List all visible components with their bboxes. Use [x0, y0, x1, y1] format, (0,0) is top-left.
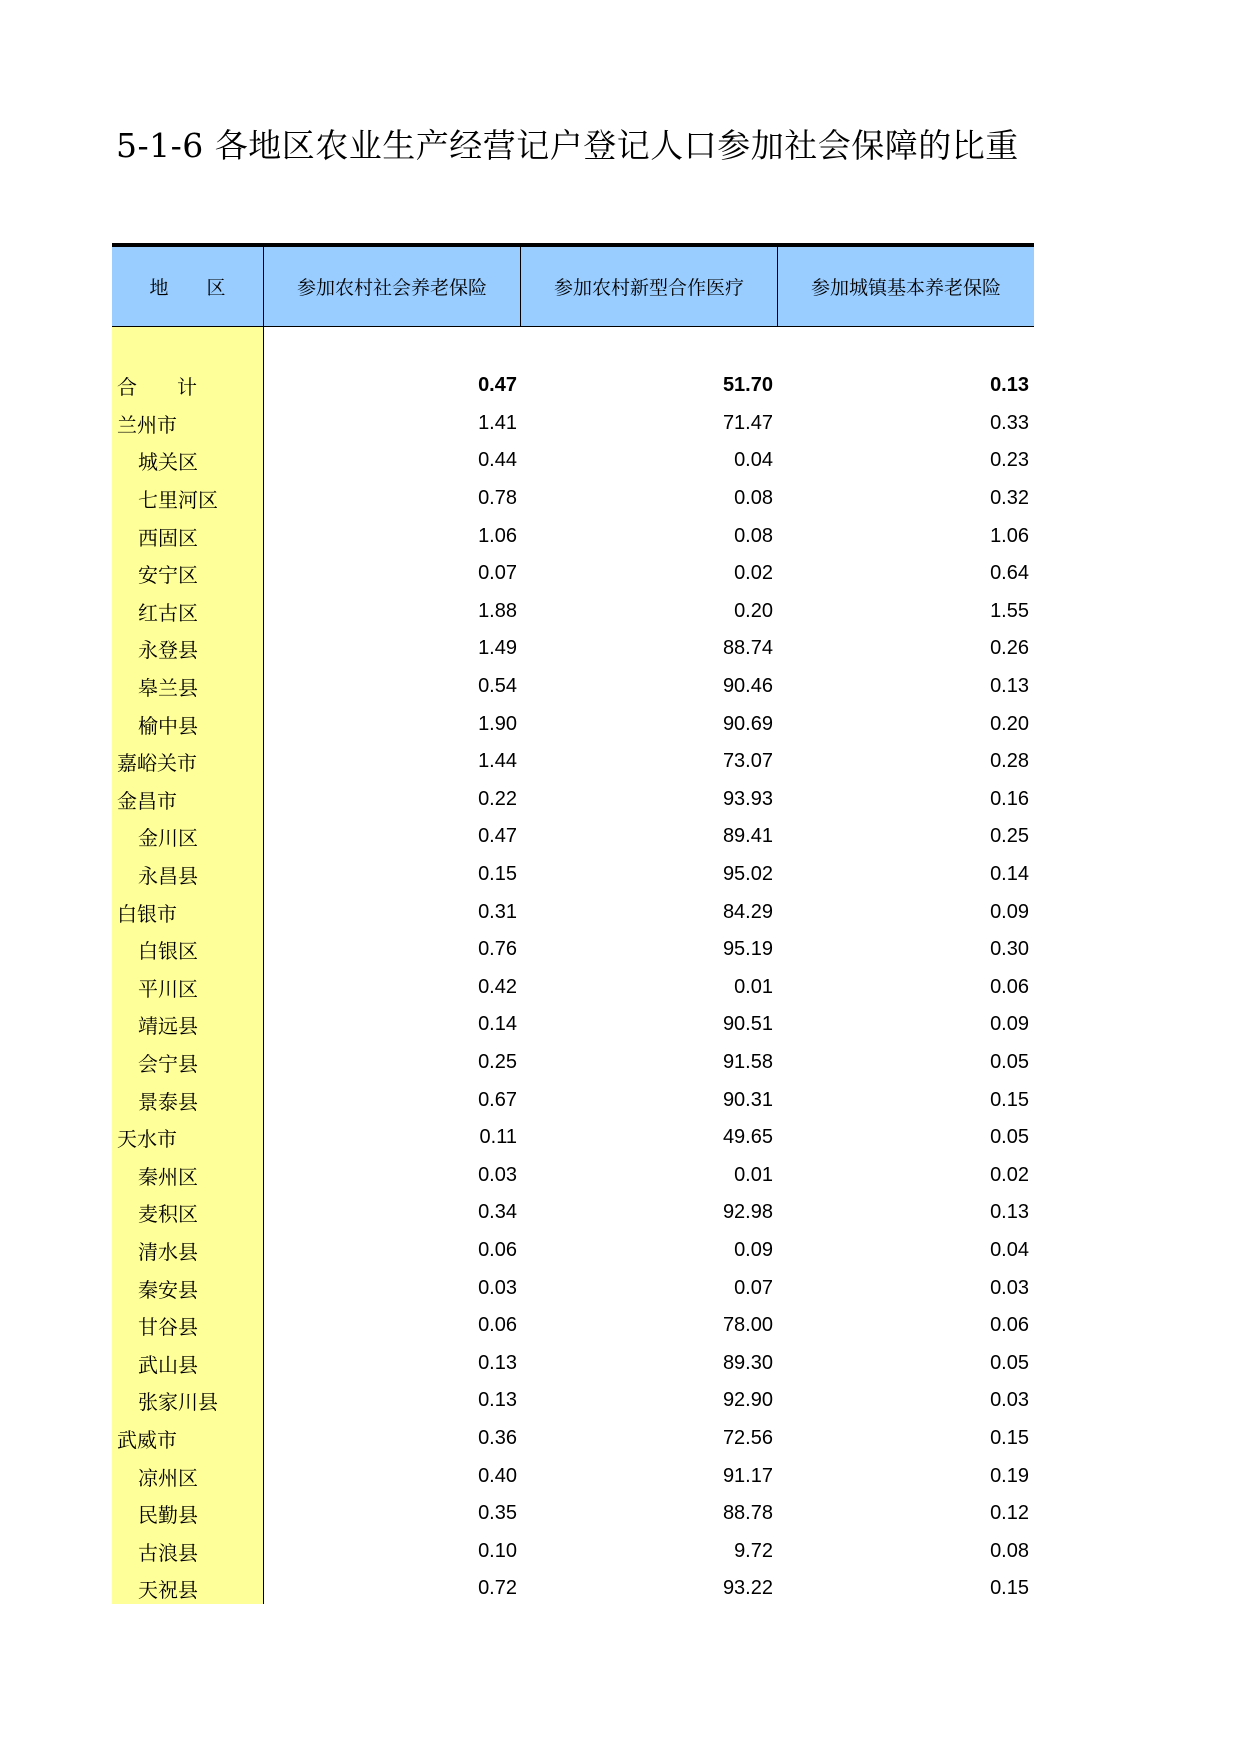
rural-pension-value: 0.31: [478, 900, 517, 923]
rural-medical-value: 90.69: [722, 712, 773, 735]
rural-medical-value: 72.56: [722, 1426, 773, 1449]
table-row: [112, 1344, 1034, 1382]
rural-pension-value: 1.90: [478, 712, 517, 735]
urban-pension-value: 0.05: [990, 1351, 1029, 1374]
rural-pension-value: 0.76: [478, 938, 517, 961]
rural-medical-value: 71.47: [722, 411, 773, 434]
region-name-cell: 白银区: [138, 939, 198, 964]
urban-pension-value: 0.16: [990, 787, 1029, 810]
rural-medical-value: 51.70: [722, 374, 773, 397]
urban-pension-value: 0.09: [990, 1013, 1029, 1036]
table-row: [112, 931, 1034, 969]
region-name-cell: 西固区: [138, 525, 198, 550]
rural-pension-value: 0.22: [478, 787, 517, 810]
rural-pension-value: 1.88: [478, 599, 517, 622]
rural-pension-value: 0.06: [478, 1314, 517, 1337]
region-name-cell: 凉州区: [138, 1465, 198, 1490]
rural-medical-value: 93.93: [722, 787, 773, 810]
region-name-cell: 秦安县: [138, 1277, 198, 1302]
header-rural-pension: 参加农村社会养老保险: [264, 247, 521, 326]
region-name-cell: 兰州市: [117, 412, 177, 437]
urban-pension-value: 0.08: [990, 1539, 1029, 1562]
rural-medical-value: 73.07: [722, 750, 773, 773]
rural-medical-value: 91.17: [722, 1464, 773, 1487]
region-name-cell: 嘉峪关市: [117, 751, 197, 776]
rural-pension-value: 1.44: [478, 750, 517, 773]
rural-medical-value: 78.00: [722, 1314, 773, 1337]
rural-pension-value: 0.07: [478, 562, 517, 585]
urban-pension-value: 0.06: [990, 975, 1029, 998]
urban-pension-value: 0.05: [990, 1050, 1029, 1073]
region-name-cell: 清水县: [138, 1239, 198, 1264]
rural-pension-value: 0.36: [478, 1426, 517, 1449]
region-name-cell: 合 计: [117, 375, 197, 400]
rural-pension-value: 0.11: [479, 1126, 517, 1149]
region-name-cell: 武山县: [138, 1352, 198, 1377]
table-row: [112, 969, 1034, 1007]
table-row: [112, 1232, 1034, 1270]
rural-medical-value: 0.07: [734, 1276, 773, 1299]
urban-pension-value: 0.64: [990, 562, 1029, 585]
urban-pension-value: 0.26: [990, 637, 1029, 660]
table-rows: [112, 327, 1034, 1608]
table-row: [112, 856, 1034, 894]
rural-pension-value: 0.40: [478, 1464, 517, 1487]
region-name-cell: 民勤县: [138, 1503, 198, 1528]
region-name-cell: 天祝县: [138, 1578, 198, 1603]
urban-pension-value: 0.03: [990, 1389, 1029, 1412]
header-region: [112, 247, 264, 326]
urban-pension-value: 0.05: [990, 1126, 1029, 1149]
rural-medical-value: 90.51: [722, 1013, 773, 1036]
rural-pension-value: 0.14: [478, 1013, 517, 1036]
region-name-cell: 天水市: [117, 1127, 177, 1152]
urban-pension-value: 0.04: [990, 1238, 1029, 1261]
rural-pension-value: 0.72: [478, 1577, 517, 1600]
rural-medical-value: 0.09: [734, 1238, 773, 1261]
region-name-cell: 金川区: [138, 826, 198, 851]
table-row: [112, 1307, 1034, 1345]
region-name-cell: 金昌市: [117, 788, 177, 813]
table-body: [112, 327, 1034, 1608]
rural-pension-value: 0.15: [478, 863, 517, 886]
table-row: [112, 442, 1034, 480]
rural-pension-value: 0.42: [478, 975, 517, 998]
table-row: [112, 1457, 1034, 1495]
urban-pension-value: 0.28: [990, 750, 1029, 773]
table-row: [112, 668, 1034, 706]
rural-medical-value: 89.41: [722, 825, 773, 848]
urban-pension-value: 0.13: [990, 1201, 1029, 1224]
data-table: [112, 243, 1034, 1608]
table-row: [112, 1570, 1034, 1608]
rural-pension-value: 0.44: [478, 449, 517, 472]
rural-medical-value: 89.30: [722, 1351, 773, 1374]
rural-pension-value: 0.47: [478, 374, 517, 397]
rural-pension-value: 0.67: [478, 1088, 517, 1111]
urban-pension-value: 0.30: [990, 938, 1029, 961]
table-row: [112, 1495, 1034, 1533]
table-row: [112, 1194, 1034, 1232]
region-name-cell: 皋兰县: [138, 676, 198, 701]
table-row: [112, 1119, 1034, 1157]
table-row: [112, 1382, 1034, 1420]
region-name-cell: 甘谷县: [138, 1315, 198, 1340]
rural-pension-value: 0.03: [478, 1276, 517, 1299]
table-row: [112, 367, 1034, 405]
urban-pension-value: 1.06: [990, 524, 1029, 547]
rural-medical-value: 9.72: [734, 1539, 773, 1562]
table-row: [112, 593, 1034, 631]
table-row: [112, 1156, 1034, 1194]
region-name-cell: 平川区: [138, 976, 198, 1001]
region-name-cell: 榆中县: [138, 713, 198, 738]
urban-pension-value: 0.13: [990, 675, 1029, 698]
header-urban-pension: 参加城镇基本养老保险: [810, 277, 1001, 299]
rural-medical-value: 95.19: [722, 938, 773, 961]
region-name-cell: 古浪县: [138, 1540, 198, 1565]
urban-pension-value: 0.14: [990, 863, 1029, 886]
rural-medical-value: 88.74: [722, 637, 773, 660]
urban-pension-value: 0.03: [990, 1276, 1029, 1299]
rural-medical-value: 0.01: [734, 975, 773, 998]
region-name-cell: 永登县: [138, 638, 198, 663]
urban-pension-value: 0.12: [990, 1502, 1029, 1525]
table-row: [112, 1006, 1034, 1044]
table-row: [112, 555, 1034, 593]
rural-medical-value: 0.01: [734, 1163, 773, 1186]
rural-pension-value: 0.03: [478, 1163, 517, 1186]
urban-pension-value: 0.06: [990, 1314, 1029, 1337]
region-name-cell: 七里河区: [138, 488, 218, 513]
region-name-cell: 麦积区: [138, 1202, 198, 1227]
region-name-cell: 张家川县: [138, 1390, 218, 1415]
rural-medical-value: 0.08: [734, 487, 773, 510]
table-row: [112, 781, 1034, 819]
rural-medical-value: 95.02: [722, 863, 773, 886]
table-row: [112, 405, 1034, 443]
table-row: [112, 1081, 1034, 1119]
urban-pension-value: 0.02: [990, 1163, 1029, 1186]
rural-medical-value: 90.31: [722, 1088, 773, 1111]
region-name-cell: 白银市: [117, 901, 177, 926]
rural-medical-value: 84.29: [722, 900, 773, 923]
rural-pension-value: 0.13: [478, 1389, 517, 1412]
rural-pension-value: 1.49: [478, 637, 517, 660]
region-name-cell: 景泰县: [138, 1089, 198, 1114]
region-name-cell: 永昌县: [138, 864, 198, 889]
region-name-cell: 靖远县: [138, 1014, 198, 1039]
rural-medical-value: 49.65: [722, 1126, 773, 1149]
region-name-cell: 安宁区: [138, 563, 198, 588]
rural-medical-value: 92.98: [722, 1201, 773, 1224]
rural-pension-value: 0.34: [478, 1201, 517, 1224]
table-header: [112, 243, 1034, 327]
table-row: [112, 1044, 1034, 1082]
table-row: [112, 630, 1034, 668]
urban-pension-value: 0.23: [990, 449, 1029, 472]
region-name-cell: 秦州区: [138, 1164, 198, 1189]
urban-pension-value: 0.15: [990, 1088, 1029, 1111]
urban-pension-value: 0.15: [990, 1577, 1029, 1600]
table-row: [112, 1532, 1034, 1570]
rural-medical-value: 92.90: [722, 1389, 773, 1412]
rural-medical-value: 0.02: [734, 562, 773, 585]
rural-medical-value: 90.46: [722, 675, 773, 698]
urban-pension-value: 0.33: [990, 411, 1029, 434]
rural-pension-value: 0.78: [478, 487, 517, 510]
urban-pension-value: 1.55: [990, 599, 1029, 622]
table-row: [112, 480, 1034, 518]
rural-medical-value: 93.22: [722, 1577, 773, 1600]
table-row: [112, 1269, 1034, 1307]
urban-pension-value: 0.32: [990, 487, 1029, 510]
table-row: [112, 893, 1034, 931]
rural-pension-value: 0.06: [478, 1238, 517, 1261]
rural-pension-value: 0.54: [478, 675, 517, 698]
region-name-cell: 红古区: [138, 600, 198, 625]
region-name-cell: 武威市: [117, 1427, 177, 1452]
rural-pension-value: 1.41: [478, 411, 517, 434]
rural-pension-value: 0.13: [478, 1351, 517, 1374]
table-row: [112, 705, 1034, 743]
rural-medical-value: 88.78: [722, 1502, 773, 1525]
urban-pension-value: 0.19: [990, 1464, 1029, 1487]
table-row: [112, 743, 1034, 781]
rural-pension-value: 0.10: [478, 1539, 517, 1562]
rural-medical-value: 0.04: [734, 449, 773, 472]
rural-medical-value: 0.08: [734, 524, 773, 547]
rural-pension-value: 0.47: [478, 825, 517, 848]
region-name-cell: 会宁县: [138, 1051, 198, 1076]
table-row: [112, 818, 1034, 856]
rural-medical-value: 0.20: [734, 599, 773, 622]
urban-pension-value: 0.20: [990, 712, 1029, 735]
rural-pension-value: 0.25: [478, 1050, 517, 1073]
urban-pension-value: 0.25: [990, 825, 1029, 848]
rural-pension-value: 0.35: [478, 1502, 517, 1525]
urban-pension-value: 0.15: [990, 1426, 1029, 1449]
urban-pension-value: 0.13: [990, 374, 1029, 397]
header-region-label: 地 区: [149, 277, 226, 299]
table-row: [112, 517, 1034, 555]
rural-medical-value: 91.58: [722, 1050, 773, 1073]
rural-pension-value: 1.06: [478, 524, 517, 547]
header-rural-medical: 参加农村新型合作医疗: [521, 247, 778, 326]
region-name-cell: 城关区: [138, 450, 198, 475]
table-row: [112, 1420, 1034, 1458]
urban-pension-value: 0.09: [990, 900, 1029, 923]
page-title: 5-1-6 各地区农业生产经营记户登记人口参加社会保障的比重: [116, 126, 1019, 165]
